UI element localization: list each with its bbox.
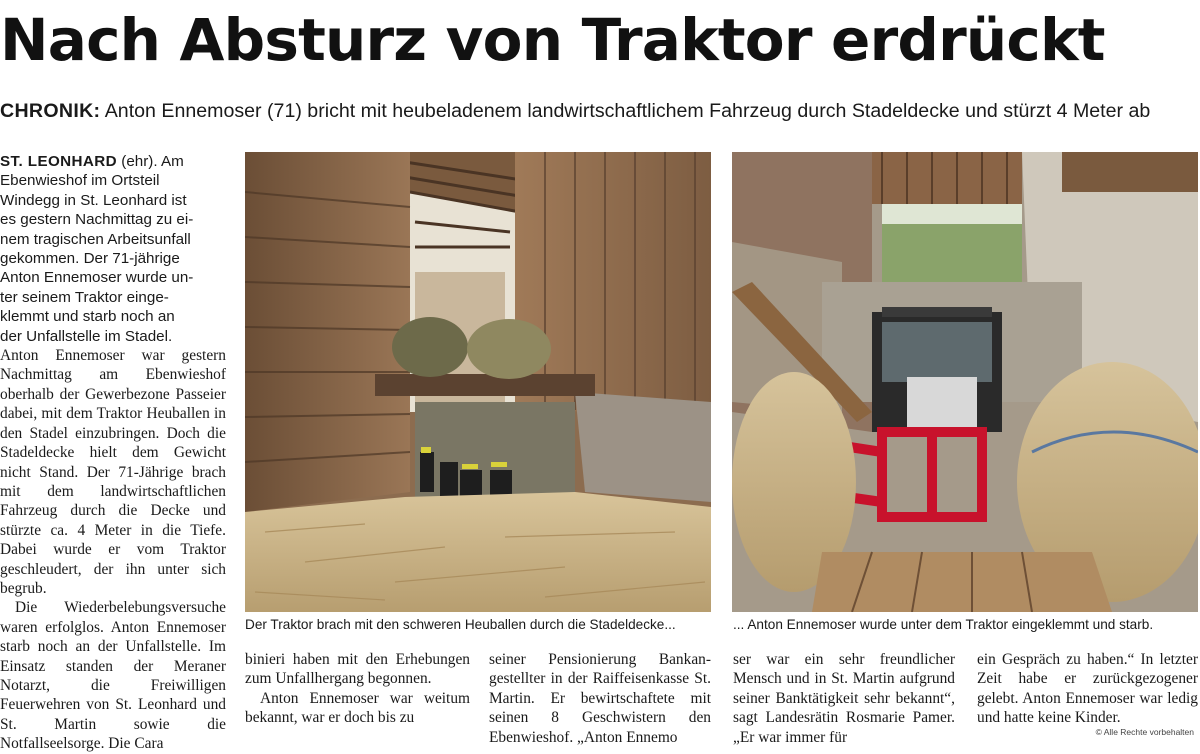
lead-text: Am Ebenwieshof im Ortsteil Windegg in St. Leonhard ist es gestern Nachmittag zu ei- nem tragischen Arbeitsunfall gekommen. Der 71-jährige Anton Ennemoser wurde un- ter seinem Traktor einge- klemmt und starb noch an der Unfallstelle im Stadel. (0, 153, 194, 345)
photo-left (245, 152, 711, 612)
tractor-photo (732, 152, 1198, 612)
column-1 (0, 152, 226, 754)
body-paragraph: Anton Ennemoser war gestern Nachmittag am Ebenwieshof oberhalb der Gewerbezone Passeier dabei, mit dem Traktor Heuballen in den Stadel einzubringen. Doch die Stadeldecke hielt dem Gewicht nicht Stand. Der 71-Jährige brach mit dem landwirtschaftlichen Fahrzeug durch die Decke und stürzte ca. 4 Meter in die Tiefe. Dabei wurde er vom Traktor geschleudert, der ihn unter sich begrub. (0, 347, 226, 597)
photo-right (732, 152, 1198, 612)
barn-interior-photo (245, 152, 711, 612)
body-paragraph: binieri haben mit den Erhebungen zum Unfallhergang begonnen. (245, 651, 470, 688)
column-2 (245, 650, 470, 728)
kicker: CHRONIK: (0, 100, 101, 122)
caption-left: Der Traktor brach mit den schweren Heuballen durch die Stadeldecke... (245, 617, 676, 632)
copyright-notice: © Alle Rechte vorbehalten (1095, 727, 1194, 737)
body-paragraph: seiner Pensionierung Bankangestellter in der Raiffeisenkasse St. Martin. Er bewirtschaftete mit seinen 8 Geschwistern den Ebenwieshof. „Anton Ennemo (489, 651, 711, 746)
column-3 (489, 650, 711, 747)
body-paragraph: ser war ein sehr freundlicher Mensch und in St. Martin aufgrund seiner Banktätigkeit sehr bekannt“, sagt Landesrätin Rosmarie Pamer. „Er war immer für (733, 651, 955, 746)
caption-right: ... Anton Ennemoser wurde unter dem Traktor eingeklemmt und starb. (733, 617, 1154, 632)
column-4 (733, 650, 955, 747)
lead-paragraph (0, 152, 226, 346)
body-paragraph: Anton Ennemoser war weitum bekannt, war er doch bis zu (245, 689, 470, 727)
subheadline-text: Anton Ennemoser (71) bricht mit heubeladenem landwirtschaftlichem Fahrzeug durch Stadeldecke und stürzt 4 Meter ab (104, 100, 1151, 122)
dateline-author: (ehr). (121, 153, 158, 170)
subheadline (0, 98, 1200, 124)
body-paragraph: Die Wiederbelebungsversuche waren erfolglos. Anton Ennemoser starb noch an der Unfallstelle. Im Einsatz standen der Meraner Notarzt, die Freiwilligen Feuerwehren von St. Leonhard und St. Martin sowie die Notfallseelsorge. Die Cara (0, 599, 226, 753)
body-paragraph: ein Gespräch zu haben.“ In letzter Zeit habe er zurückgezogener gelebt. Anton Ennemoser war ledig und hatte keine Kinder. (977, 651, 1198, 727)
dateline-place: ST. LEONHARD (0, 153, 118, 170)
headline: Nach Absturz von Traktor erdrückt (0, 6, 1105, 74)
column-5 (977, 650, 1198, 728)
